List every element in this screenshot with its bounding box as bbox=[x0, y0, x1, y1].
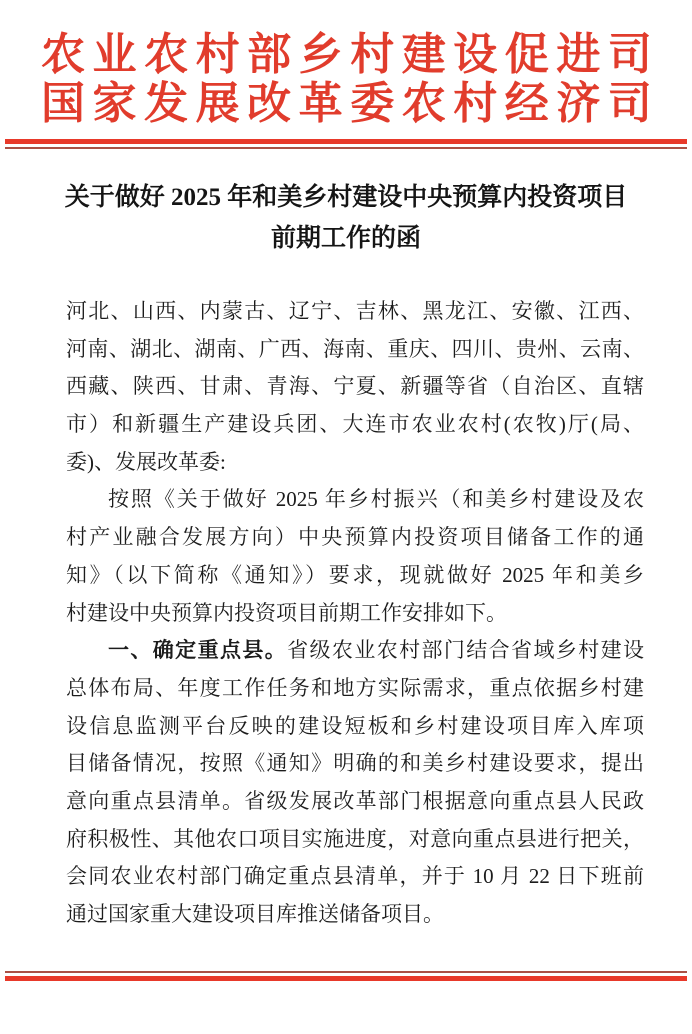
body-text-segment: 市）和新疆生产建设兵团、大连市农业农村(农牧)厅(局、 bbox=[66, 412, 644, 437]
header-rule-thick bbox=[5, 139, 687, 144]
body-text-segment: 总体布局、年度工作任务和地方实际需求，重点依据乡村建 bbox=[66, 675, 644, 700]
letterhead-char: 村 bbox=[195, 30, 240, 79]
footer-rule-thin bbox=[5, 971, 687, 973]
body-line bbox=[66, 858, 644, 896]
body-text-segment: 村建设中央预算内投资项目前期工作安排如下。 bbox=[66, 600, 507, 625]
letterhead-line-2 bbox=[41, 79, 652, 128]
letterhead-char: 设 bbox=[453, 30, 498, 79]
letterhead-char: 农 bbox=[41, 30, 85, 79]
body-text-segment: 会同农业农村部门确定重点县清单，并于 10 月 22 日下班前 bbox=[66, 864, 644, 889]
letterhead bbox=[41, 30, 652, 128]
letterhead-char: 部 bbox=[247, 30, 292, 79]
body-line bbox=[66, 368, 644, 406]
body-line bbox=[66, 293, 644, 331]
letterhead-char: 革 bbox=[298, 79, 343, 128]
body-text-segment: 河南、湖北、湖南、广西、海南、重庆、四川、贵州、云南、 bbox=[66, 336, 644, 361]
body-text-segment: 河北、山西、内蒙古、辽宁、吉林、黑龙江、安徽、江西、 bbox=[66, 299, 644, 323]
letterhead-char: 司 bbox=[607, 30, 652, 79]
body-text-segment: 村产业融合发展方向）中央预算内投资项目储备工作的通 bbox=[66, 525, 644, 550]
body-line bbox=[66, 557, 644, 595]
letterhead-char: 村 bbox=[453, 79, 498, 128]
body-line bbox=[66, 896, 644, 934]
body-line bbox=[66, 331, 644, 369]
letterhead-line-1 bbox=[41, 30, 652, 79]
header-rule-thin bbox=[5, 147, 687, 149]
body-text-segment: 通过国家重大建设项目库推送储备项目。 bbox=[66, 902, 444, 926]
document-title bbox=[0, 177, 692, 259]
body-text-segment: 设信息监测平台反映的建设短板和乡村建设项目库入库项 bbox=[66, 713, 644, 738]
letterhead-char: 农 bbox=[401, 79, 446, 128]
letterhead-char: 业 bbox=[92, 30, 137, 79]
body-line bbox=[66, 745, 644, 783]
letterhead-char: 促 bbox=[504, 30, 549, 79]
body-line bbox=[66, 632, 644, 670]
body-text-segment: 目储备情况，按照《通知》明确的和美乡村建设要求，提出 bbox=[66, 751, 644, 776]
letterhead-char: 展 bbox=[195, 79, 240, 128]
body-line bbox=[66, 406, 644, 444]
letterhead-char: 家 bbox=[92, 79, 137, 128]
document-body bbox=[66, 293, 644, 934]
title-line-2: 前期工作的函 bbox=[270, 225, 421, 252]
letterhead-char: 发 bbox=[144, 79, 189, 128]
letterhead-char: 村 bbox=[350, 30, 395, 79]
title-line-1: 关于做好 2025 年和美乡村建设中央预算内投资项目 bbox=[64, 184, 628, 211]
body-text-segment: 西藏、陕西、甘肃、青海、宁夏、新疆等省（自治区、直辖 bbox=[66, 374, 644, 399]
letterhead-char: 改 bbox=[247, 79, 292, 128]
letterhead-char: 司 bbox=[607, 79, 652, 128]
letterhead-char: 经 bbox=[504, 79, 549, 128]
letterhead-char: 建 bbox=[401, 30, 446, 79]
body-line bbox=[66, 481, 644, 519]
letterhead-char: 国 bbox=[41, 79, 85, 128]
letterhead-char: 乡 bbox=[298, 30, 343, 79]
body-line bbox=[66, 708, 644, 746]
body-text-segment-bold: 一、确定重点县。 bbox=[108, 638, 288, 663]
footer-rule-thick bbox=[5, 976, 687, 981]
letterhead-char: 济 bbox=[556, 79, 601, 128]
body-text-segment: 按照《关于做好 2025 年乡村振兴（和美乡村建设及农 bbox=[108, 487, 644, 512]
letterhead-char: 进 bbox=[556, 30, 601, 79]
letterhead-char: 农 bbox=[144, 30, 189, 79]
body-text-segment: 意向重点县清单。省级发展改革部门根据意向重点县人民政 bbox=[66, 788, 644, 813]
body-text-segment: 府积极性、其他农口项目实施进度，对意向重点县进行把关， bbox=[66, 826, 644, 851]
body-line bbox=[66, 595, 644, 633]
body-line bbox=[66, 444, 644, 482]
body-line bbox=[66, 783, 644, 821]
body-text-segment: 省级农业农村部门结合省域乡村建设 bbox=[287, 638, 644, 663]
body-text-segment: 委)、发展改革委: bbox=[66, 449, 226, 474]
body-line bbox=[66, 519, 644, 557]
letterhead-char: 委 bbox=[350, 79, 395, 128]
body-line bbox=[66, 821, 644, 859]
body-text-segment: 知》（以下简称《通知》）要求，现就做好 2025 年和美乡 bbox=[66, 562, 644, 587]
body-line bbox=[66, 670, 644, 708]
